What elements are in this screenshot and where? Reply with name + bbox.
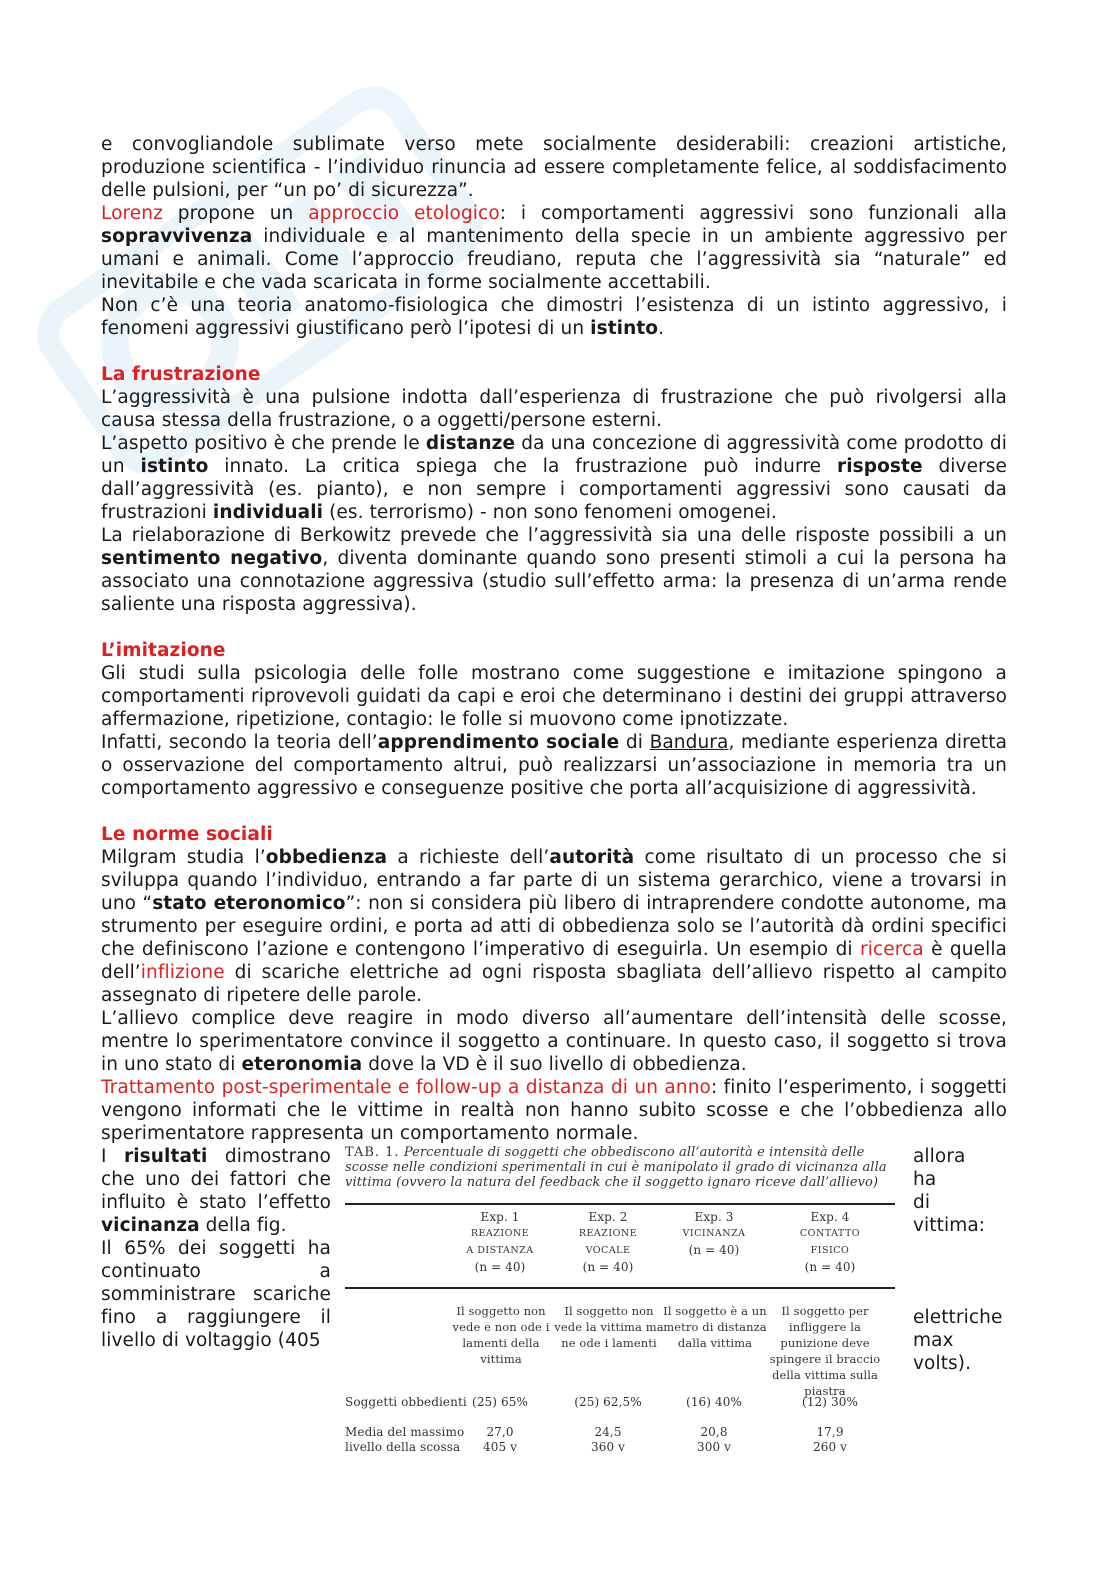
table-cell: (25) 62,5% (574, 1395, 642, 1409)
paragraph: La rielaborazione di Berkowitz prevede che l’aggressività sia una delle risposte possibili a un sentimento negativo, diventa dominante quando sono presenti stimoli a cui la persona ha associato una connotazione aggressiva (studio sull’effetto arma: la presenza di un’arma rende saliente una risposta aggressiva). (101, 525, 1007, 615)
table-desc-exp1: Il soggetto non vede e non ode i lamenti della vittima (452, 1304, 550, 1366)
section-heading: La frustrazione (101, 364, 261, 385)
results-text-right: allora ha di vittima: elettriche max volts). (913, 1146, 1003, 1374)
table-rule (345, 1203, 895, 1205)
table-header-exp1: Exp. 1 REAZIONE A DISTANZA (n = 40) (466, 1210, 534, 1274)
table-header-exp2: Exp. 2 REAZIONE VOCALE (n = 40) (578, 1210, 638, 1274)
highlight-approccio: approccio etologico (308, 203, 500, 224)
section-heading: L’imitazione (101, 640, 226, 661)
paragraph: Non c’è una teoria anatomo-fisiologica che dimostri l’esistenza di un istinto aggressivo, i fenomeni aggressivi giustificano però l’ipotesi di un istinto. (101, 295, 1007, 339)
paragraph: Milgram studia l’obbedienza a richieste dell’autorità come risultato di un processo che si sviluppa quando l’individuo, entrando a far parte di un sistema gerarchico, viene a trovarsi in uno “stato eteronomico”: non si considera più libero di intraprendere condotte autonome, ma strumento per eseguire ordini, e porta ad atti di obbedienza solo se l’autorità dà ordini specifici che definiscono l’azione e contengono l’imperativo di eseguirla. Un esempio di ricerca è quella dell’inflizione di scariche elettriche ad ogni risposta sbagliata dell’allievo rispetto al campito assegnato di ripetere delle parole. (101, 847, 1007, 1006)
paragraph: L’aspetto positivo è che prende le distanze da una concezione di aggressività come prodotto di un istinto innato. La critica spiega che la frustrazione può indurre risposte diverse dall’aggressività (es. pianto), e non sempre i comportamenti aggressivi sono causati da frustrazioni individuali (es. terrorismo) - non sono fenomeni omogenei. (101, 433, 1007, 523)
highlight-lorenz: Lorenz (101, 203, 163, 224)
section-heading: Le norme sociali (101, 824, 273, 845)
paragraph: L’aggressività è una pulsione indotta dall’esperienza di frustrazione che può rivolgersi alla causa stessa della frustrazione, o a oggetti/persone esterni. (101, 387, 1007, 431)
bold-term: istinto (590, 318, 659, 339)
table-header-exp3: Exp. 3 VICINANZA (n = 40) (682, 1210, 746, 1257)
table-desc-exp3: Il soggetto è a un metro di distanza dalla vittima (663, 1304, 767, 1350)
milgram-table (345, 1145, 899, 1475)
table-cell: (25) 65% (472, 1395, 528, 1409)
results-with-table (101, 1145, 1007, 1485)
row-label-media: Media del massimo livello della scossa (345, 1425, 465, 1454)
bold-term: sopravvivenza (101, 226, 253, 247)
link-bandura[interactable]: Bandura (649, 732, 729, 753)
paragraph: Trattamento post-sperimentale e follow-up a distanza di un anno: finito l’esperimento, i soggetti vengono informati che le vittime in realtà non hanno subito scosse e che l’obbedienza allo sperimentatore rappresenta un comportamento normale. (101, 1077, 1007, 1144)
results-text: I risultati dimostrano che uno dei fattori che influito è stato l’effetto vicinanza della fig. Il 65% dei soggetti ha continuato a somministrare scariche fino a raggiungere il livello di voltaggio (405 (101, 1146, 331, 1351)
table-cell: 24,5 360 v (591, 1425, 625, 1454)
table-desc-exp4: Il soggetto per infliggere la punizione deve spingere il braccio della vittima sulla piastra (769, 1304, 881, 1398)
table-rule (345, 1287, 895, 1289)
paragraph: L’allievo complice deve reagire in modo diverso all’aumentare dell’intensità delle scosse, mentre lo sperimentatore convince il soggetto a continuare. In questo caso, il soggetto si trova in uno stato di eteronomia dove la VD è il suo livello di obbedienza. (101, 1008, 1007, 1075)
table-cell: 20,8 300 v (697, 1425, 731, 1454)
table-cell: (12) 30% (802, 1395, 858, 1409)
table-cell: 17,9 260 v (813, 1425, 847, 1454)
table-cell: 27,0 405 v (483, 1425, 517, 1454)
paragraph: Gli studi sulla psicologia delle folle mostrano come suggestione e imitazione spingono a comportamenti riprovevoli guidati da capi e eroi che determinano i destini dei gruppi attraverso affermazione, ripetizione, contagio: le folle si muovono come ipnotizzate. (101, 663, 1007, 730)
paragraph: Infatti, secondo la teoria dell’apprendimento sociale di Bandura, mediante esperienza diretta o osservazione del comportamento altrui, può realizzarsi un’associazione in memoria tra un comportamento aggressivo e conseguenze positive che porta all’acquisizione di aggressività. (101, 732, 1008, 799)
table-caption: TAB. 1. Percentuale di soggetti che obbediscono all’autorità e intensità delle scosse nelle condizioni sperimentali in cui è manipolato il grado di vicinanza alla vittima (ovvero la natura del feedback che il soggetto ignaro riceve dall’allievo) (345, 1145, 887, 1190)
paragraph: Lorenz propone un approccio etologico: i comportamenti aggressivi sono funzionali alla sopravvivenza individuale e al mantenimento della specie in un ambiente aggressivo per umani e animali. Come l’approccio freudiano, reputa che l’aggressività sia “naturale” ed inevitabile e che vada scaricata in forme socialmente accettabili. (101, 203, 1007, 293)
table-desc-exp2: Il soggetto non vede la vittima ma ne ode i lamenti (554, 1304, 664, 1350)
paragraph: e convogliandole sublimate verso mete socialmente desiderabili: creazioni artistiche, produzione scientifica - l’individuo rinuncia ad essere completamente felice, al soddisfacimento delle pulsioni, per “un po’ di sicurezza”. (101, 134, 1007, 201)
row-label-obbedienti: Soggetti obbedienti (345, 1395, 467, 1409)
document-page (101, 133, 1007, 1485)
table-header-exp4: Exp. 4 CONTATTO FISICO (n = 40) (799, 1210, 861, 1274)
table-cell: (16) 40% (686, 1395, 742, 1409)
